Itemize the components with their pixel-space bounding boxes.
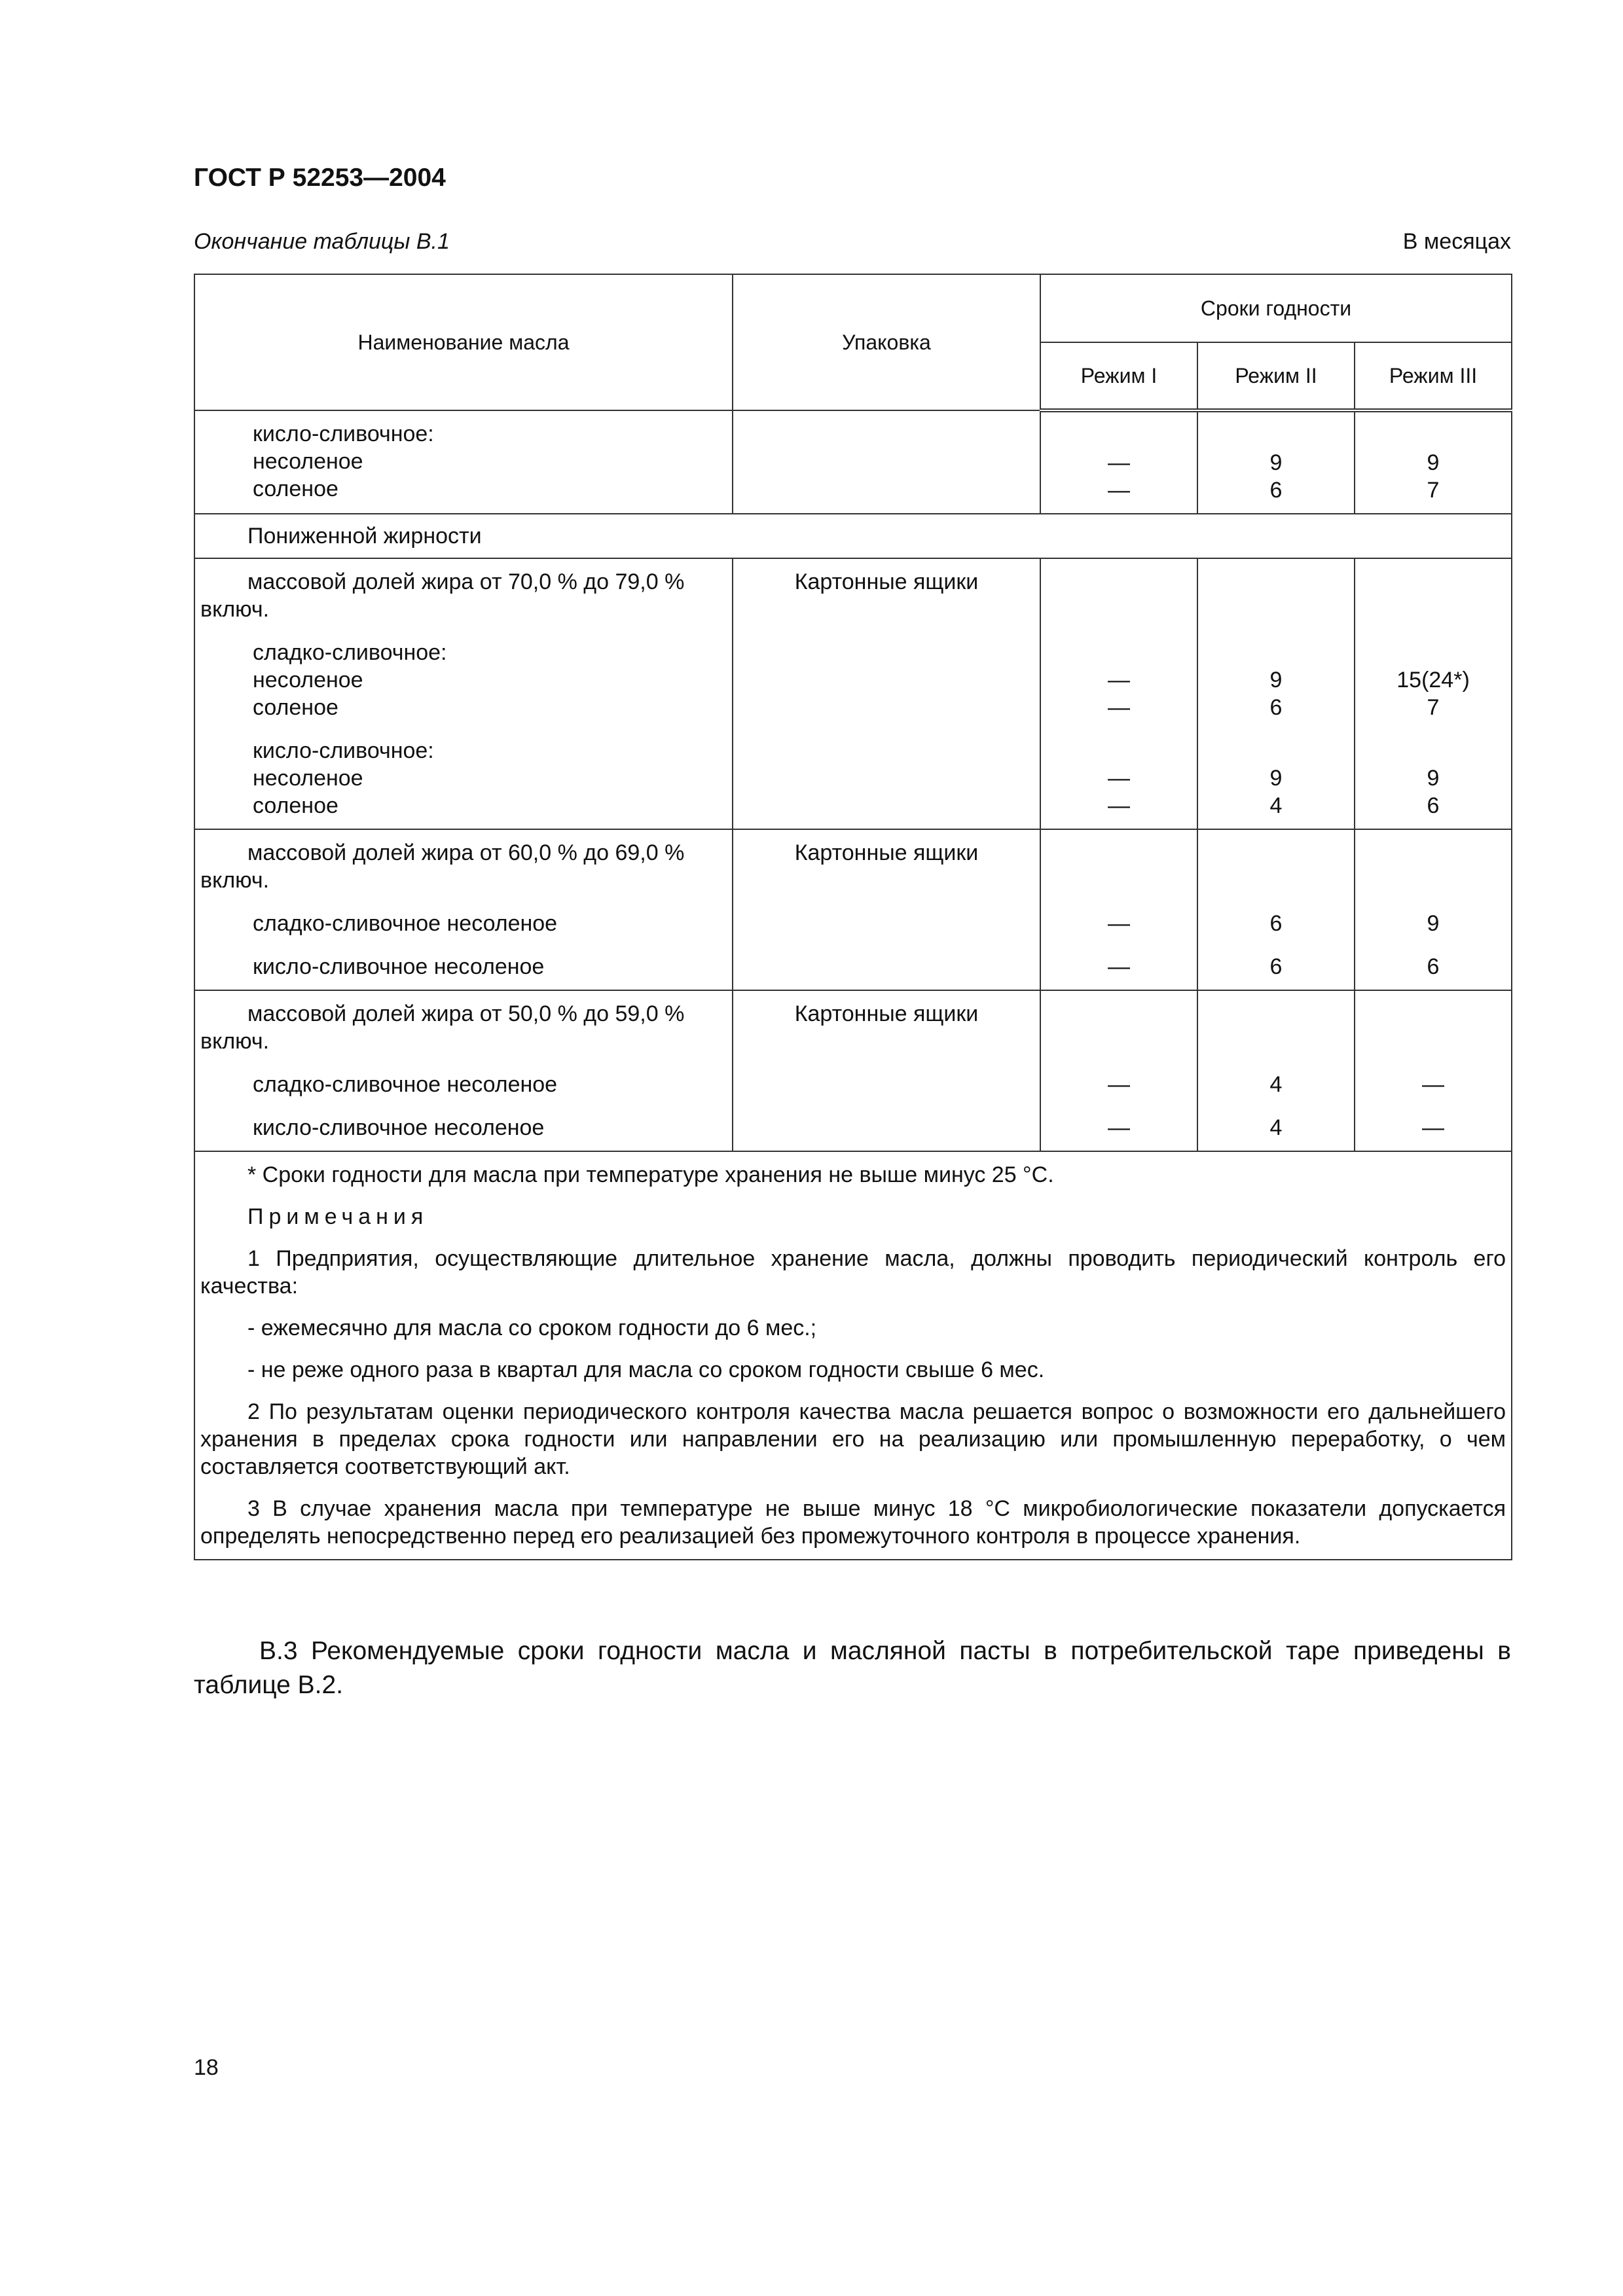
product-variant: соленое	[253, 476, 338, 501]
product-name: кисло-сливочное несоленое	[253, 1115, 545, 1140]
fat-range-title: массовой долей жира от 50,0 % до 59,0 % включ.	[200, 1001, 685, 1054]
mode1-value: —	[1108, 695, 1130, 720]
shelf-life-table	[194, 274, 1512, 1560]
fat-range-title: массовой долей жира от 70,0 % до 79,0 % включ.	[200, 569, 685, 622]
paragraph-b3: В.3 Рекомендуемые сроки годности масла и масляной пасты в потребительской таре приведены в таблице В.2.	[194, 1637, 1511, 1699]
col-header-terms: Сроки годности	[1040, 274, 1512, 342]
mode2-value: 6	[1269, 478, 1283, 503]
table-section-row	[194, 514, 1512, 558]
mode3-value: —	[1422, 1115, 1445, 1140]
mode1-value: —	[1108, 766, 1130, 791]
product-name-cell	[194, 990, 733, 1151]
mode2-value: 6	[1269, 695, 1283, 720]
product-name: кисло-сливочное:	[253, 738, 434, 763]
product-name: кисло-сливочное несоленое	[253, 954, 545, 979]
mode2-value: 4	[1269, 793, 1283, 818]
mode3-value: 15(24*)	[1396, 668, 1470, 692]
table-row	[194, 990, 1512, 1151]
mode1-value: —	[1108, 1115, 1130, 1140]
note-1: 1 Предприятия, осуществляющие длительное хранение масла, должны проводить периодический контроль его качества:	[200, 1246, 1506, 1299]
mode1-value: —	[1108, 954, 1130, 979]
mode3-cell	[1355, 558, 1512, 829]
product-name-cell	[194, 829, 733, 990]
mode3-value: 9	[1427, 450, 1440, 475]
note-3: 3 В случае хранения масла при температуре не выше минус 18 °С микробиологические показатели допускается определять непосредственно перед его реализацией без промежуточного контроля в процессе хранения.	[200, 1496, 1506, 1549]
col-header-mode1: Режим I	[1040, 342, 1197, 410]
mode1-value: —	[1108, 668, 1130, 692]
mode2-value: 4	[1269, 1115, 1283, 1140]
mode3-cell	[1355, 410, 1512, 514]
pack-cell: Картонные ящики	[733, 558, 1040, 829]
mode3-value: 6	[1427, 954, 1440, 979]
table-notes-row	[194, 1151, 1512, 1560]
col-header-mode2: Режим II	[1197, 342, 1355, 410]
col-header-pack: Упаковка	[733, 274, 1040, 410]
mode2-value: 6	[1269, 954, 1283, 979]
product-variant: соленое	[253, 695, 338, 720]
mode3-cell	[1355, 829, 1512, 990]
mode1-cell	[1040, 829, 1197, 990]
mode2-value: 9	[1269, 450, 1283, 475]
document-id: ГОСТ Р 52253—2004	[194, 164, 446, 192]
product-name: сладко-сливочное:	[253, 640, 447, 665]
product-name-cell	[194, 410, 733, 514]
mode3-value: 7	[1427, 478, 1440, 503]
mode3-value: —	[1422, 1072, 1445, 1097]
mode2-value: 9	[1269, 766, 1283, 791]
section-title: Пониженной жирности	[194, 514, 1512, 558]
mode2-cell	[1197, 829, 1355, 990]
product-variant: соленое	[253, 793, 338, 818]
fat-range-title: массовой долей жира от 60,0 % до 69,0 % включ.	[200, 840, 685, 893]
table-row	[194, 558, 1512, 829]
product-name: сладко-сливочное несоленое	[253, 1072, 558, 1097]
product-name: кисло-сливочное:	[253, 422, 434, 446]
col-header-mode3: Режим III	[1355, 342, 1512, 410]
mode1-value: —	[1108, 911, 1130, 936]
footnote: * Сроки годности для масла при температуре хранения не выше минус 25 °С.	[247, 1162, 1054, 1187]
notes-heading: Примечания	[247, 1204, 429, 1229]
units-label: В месяцах	[1402, 229, 1511, 254]
mode2-value: 4	[1269, 1072, 1283, 1097]
mode3-value: 7	[1427, 695, 1440, 720]
mode1-cell	[1040, 558, 1197, 829]
product-name-cell	[194, 558, 733, 829]
table-notes	[194, 1151, 1512, 1560]
mode2-cell	[1197, 410, 1355, 514]
mode2-cell	[1197, 558, 1355, 829]
note-bullet: - не реже одного раза в квартал для масла со сроком годности свыше 6 мес.	[247, 1357, 1045, 1382]
product-variant: несоленое	[253, 668, 363, 692]
mode1-cell	[1040, 990, 1197, 1151]
product-variant: несоленое	[253, 766, 363, 791]
mode1-value: —	[1108, 1072, 1130, 1097]
mode1-value: —	[1108, 793, 1130, 818]
pack-cell: Картонные ящики	[733, 990, 1040, 1151]
mode2-value: 9	[1269, 668, 1283, 692]
product-name: сладко-сливочное несоленое	[253, 911, 558, 936]
mode2-value: 6	[1269, 911, 1283, 936]
page-number: 18	[194, 2055, 219, 2080]
mode1-value: —	[1108, 478, 1130, 503]
mode1-value: —	[1108, 450, 1130, 475]
table-row	[194, 829, 1512, 990]
product-variant: несоленое	[253, 449, 363, 474]
pack-cell	[733, 410, 1040, 514]
mode1-cell	[1040, 410, 1197, 514]
mode3-value: 9	[1427, 766, 1440, 791]
pack-cell: Картонные ящики	[733, 829, 1040, 990]
note-2: 2 По результатам оценки периодического контроля качества масла решается вопрос о возможности его дальнейшего хранения в пределах срока годности или направлении его на реализацию или промышленную переработку, о чем составляется соответствующий акт.	[200, 1399, 1506, 1479]
mode3-value: 6	[1427, 793, 1440, 818]
table-row	[194, 410, 1512, 514]
mode2-cell	[1197, 990, 1355, 1151]
table-continuation-label: Окончание таблицы В.1	[194, 229, 450, 254]
mode3-value: 9	[1427, 911, 1440, 936]
note-bullet: - ежемесячно для масла со сроком годности до 6 мес.;	[247, 1316, 817, 1340]
col-header-name: Наименование масла	[194, 274, 733, 410]
mode3-cell	[1355, 990, 1512, 1151]
